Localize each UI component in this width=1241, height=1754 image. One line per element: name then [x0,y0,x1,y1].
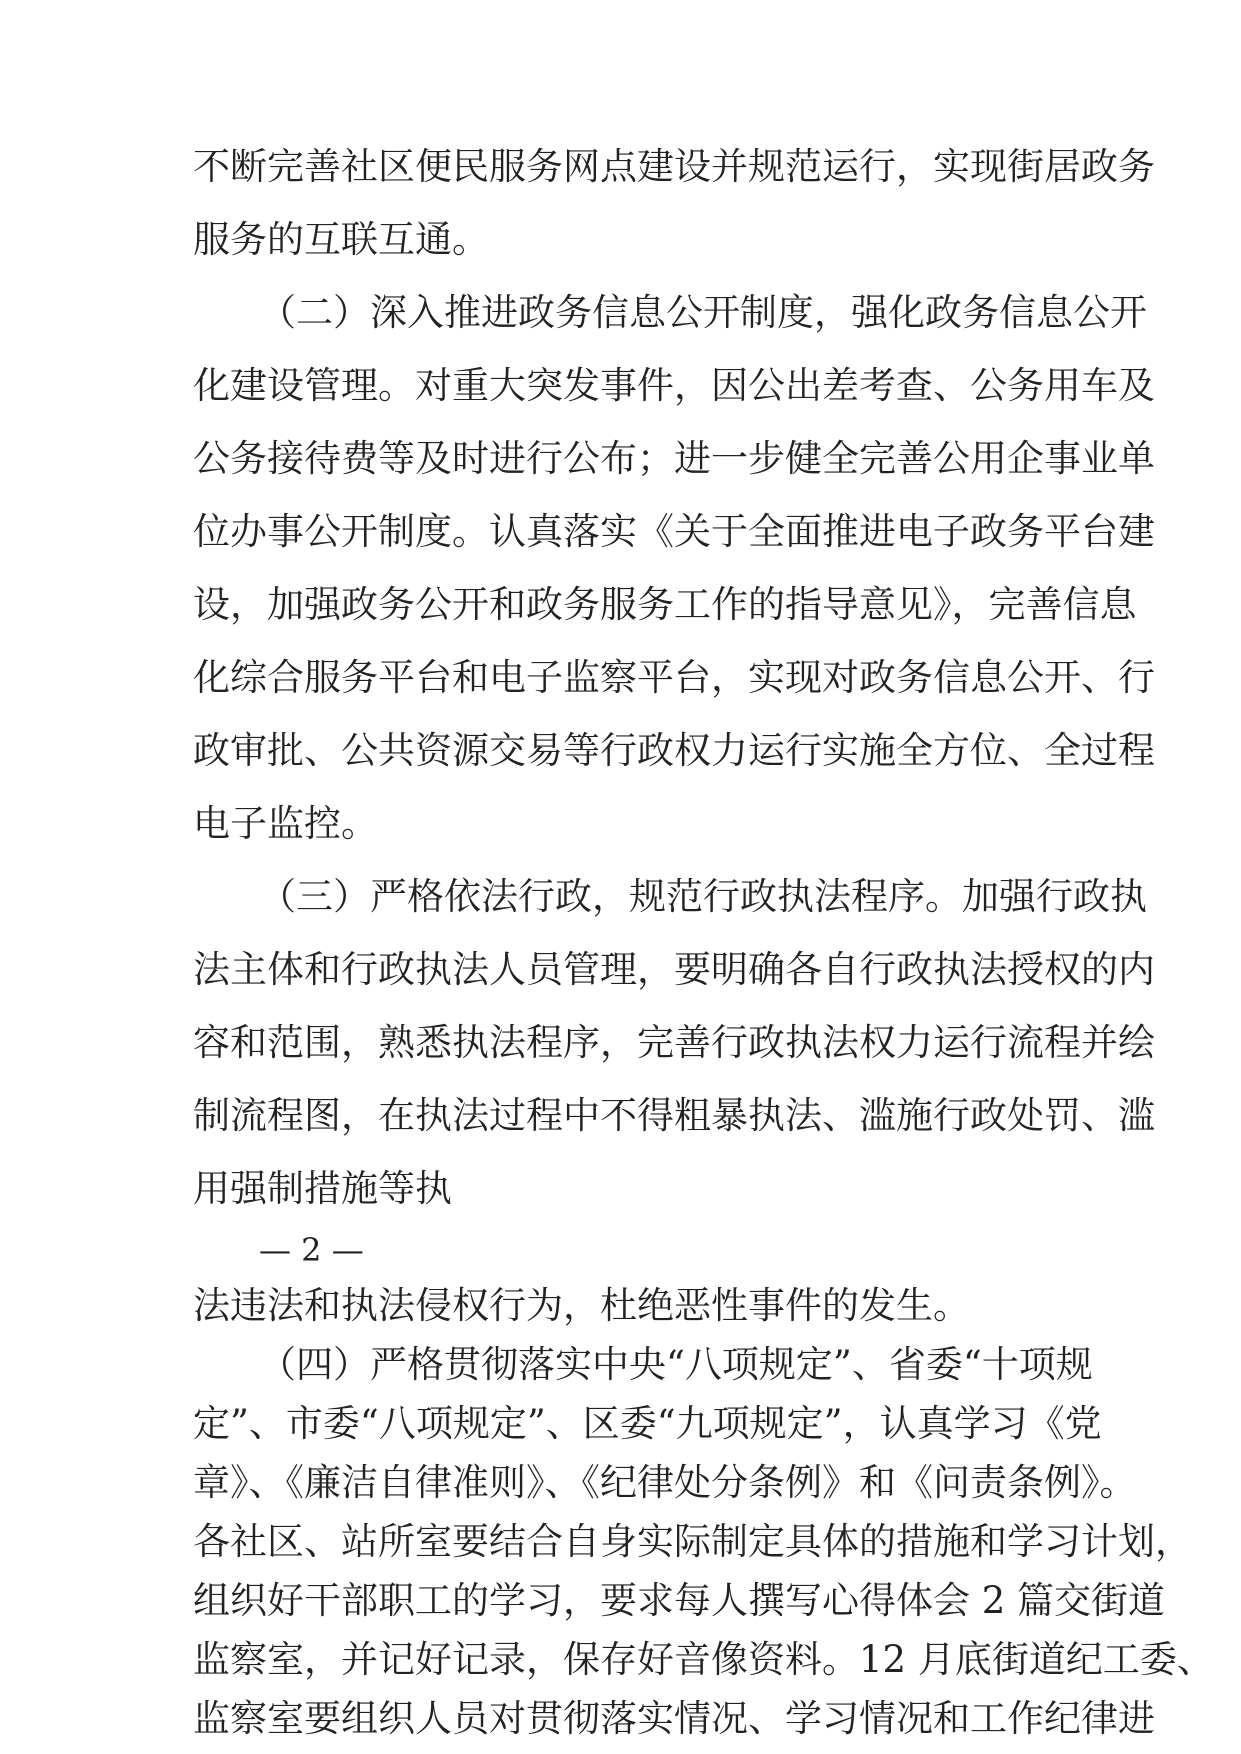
paragraph-heading-line: （三）严格依法行政，规范行政执法程序。加强行政执 [259,875,1147,918]
text-line: 服务的互联互通。 [193,218,489,261]
text-line: 电子监控。 [193,802,378,845]
text-line: 用强制措施等执 [193,1167,452,1210]
paragraph-heading-line: （二）深入推进政务信息公开制度，强化政务信息公开 [259,291,1147,334]
text-line: 制流程图，在执法过程中不得粗暴执法、滥施行政处罚、滥 [193,1094,1155,1137]
text-line: 法违法和执法侵权行为，杜绝恶性事件的发生。 [193,1284,970,1327]
text-line: 监察室要组织人员对贯彻落实情况、学习情况和工作纪律进 [193,1697,1155,1740]
text-line: 法主体和行政执法人员管理，要明确各自行政执法授权的内 [193,948,1155,991]
text-line: 章》、《廉洁自律准则》、《纪律处分条例》和《问责条例》。 [193,1461,1137,1504]
text-line: 位办事公开制度。认真落实《关于全面推进电子政务平台建 [193,510,1155,553]
paragraph-heading-line: （四）严格贯彻落实中央“八项规定”、省委“十项规 [259,1343,1093,1386]
text-line: 监察室，并记好记录，保存好音像资料。12 月底街道纪工委、 [193,1638,1214,1681]
text-line: 政审批、公共资源交易等行政权力运行实施全方位、全过程 [193,729,1155,772]
text-line: 公务接待费等及时进行公布；进一步健全完善公用企事业单 [193,437,1155,480]
text-line: 设，加强政务公开和政务服务工作的指导意见》，完善信息 [193,583,1137,626]
text-line: 化建设管理。对重大突发事件，因公出差考查、公务用车及 [193,364,1155,407]
text-line: 组织好干部职工的学习，要求每人撰写心得体会 2 篇交街道 [193,1579,1166,1622]
page-number: — 2 — [259,1231,364,1269]
text-line: 容和范围，熟悉执法程序，完善行政执法权力运行流程并绘 [193,1021,1155,1064]
text-line: 不断完善社区便民服务网点建设并规范运行，实现街居政务 [193,145,1155,188]
text-line: 定”、市委“八项规定”、区委“九项规定”，认真学习《党 [193,1402,1102,1445]
text-line: 化综合服务平台和电子监察平台，实现对政务信息公开、行 [193,656,1155,699]
text-line: 各社区、站所室要结合自身实际制定具体的措施和学习计划， [193,1520,1192,1563]
